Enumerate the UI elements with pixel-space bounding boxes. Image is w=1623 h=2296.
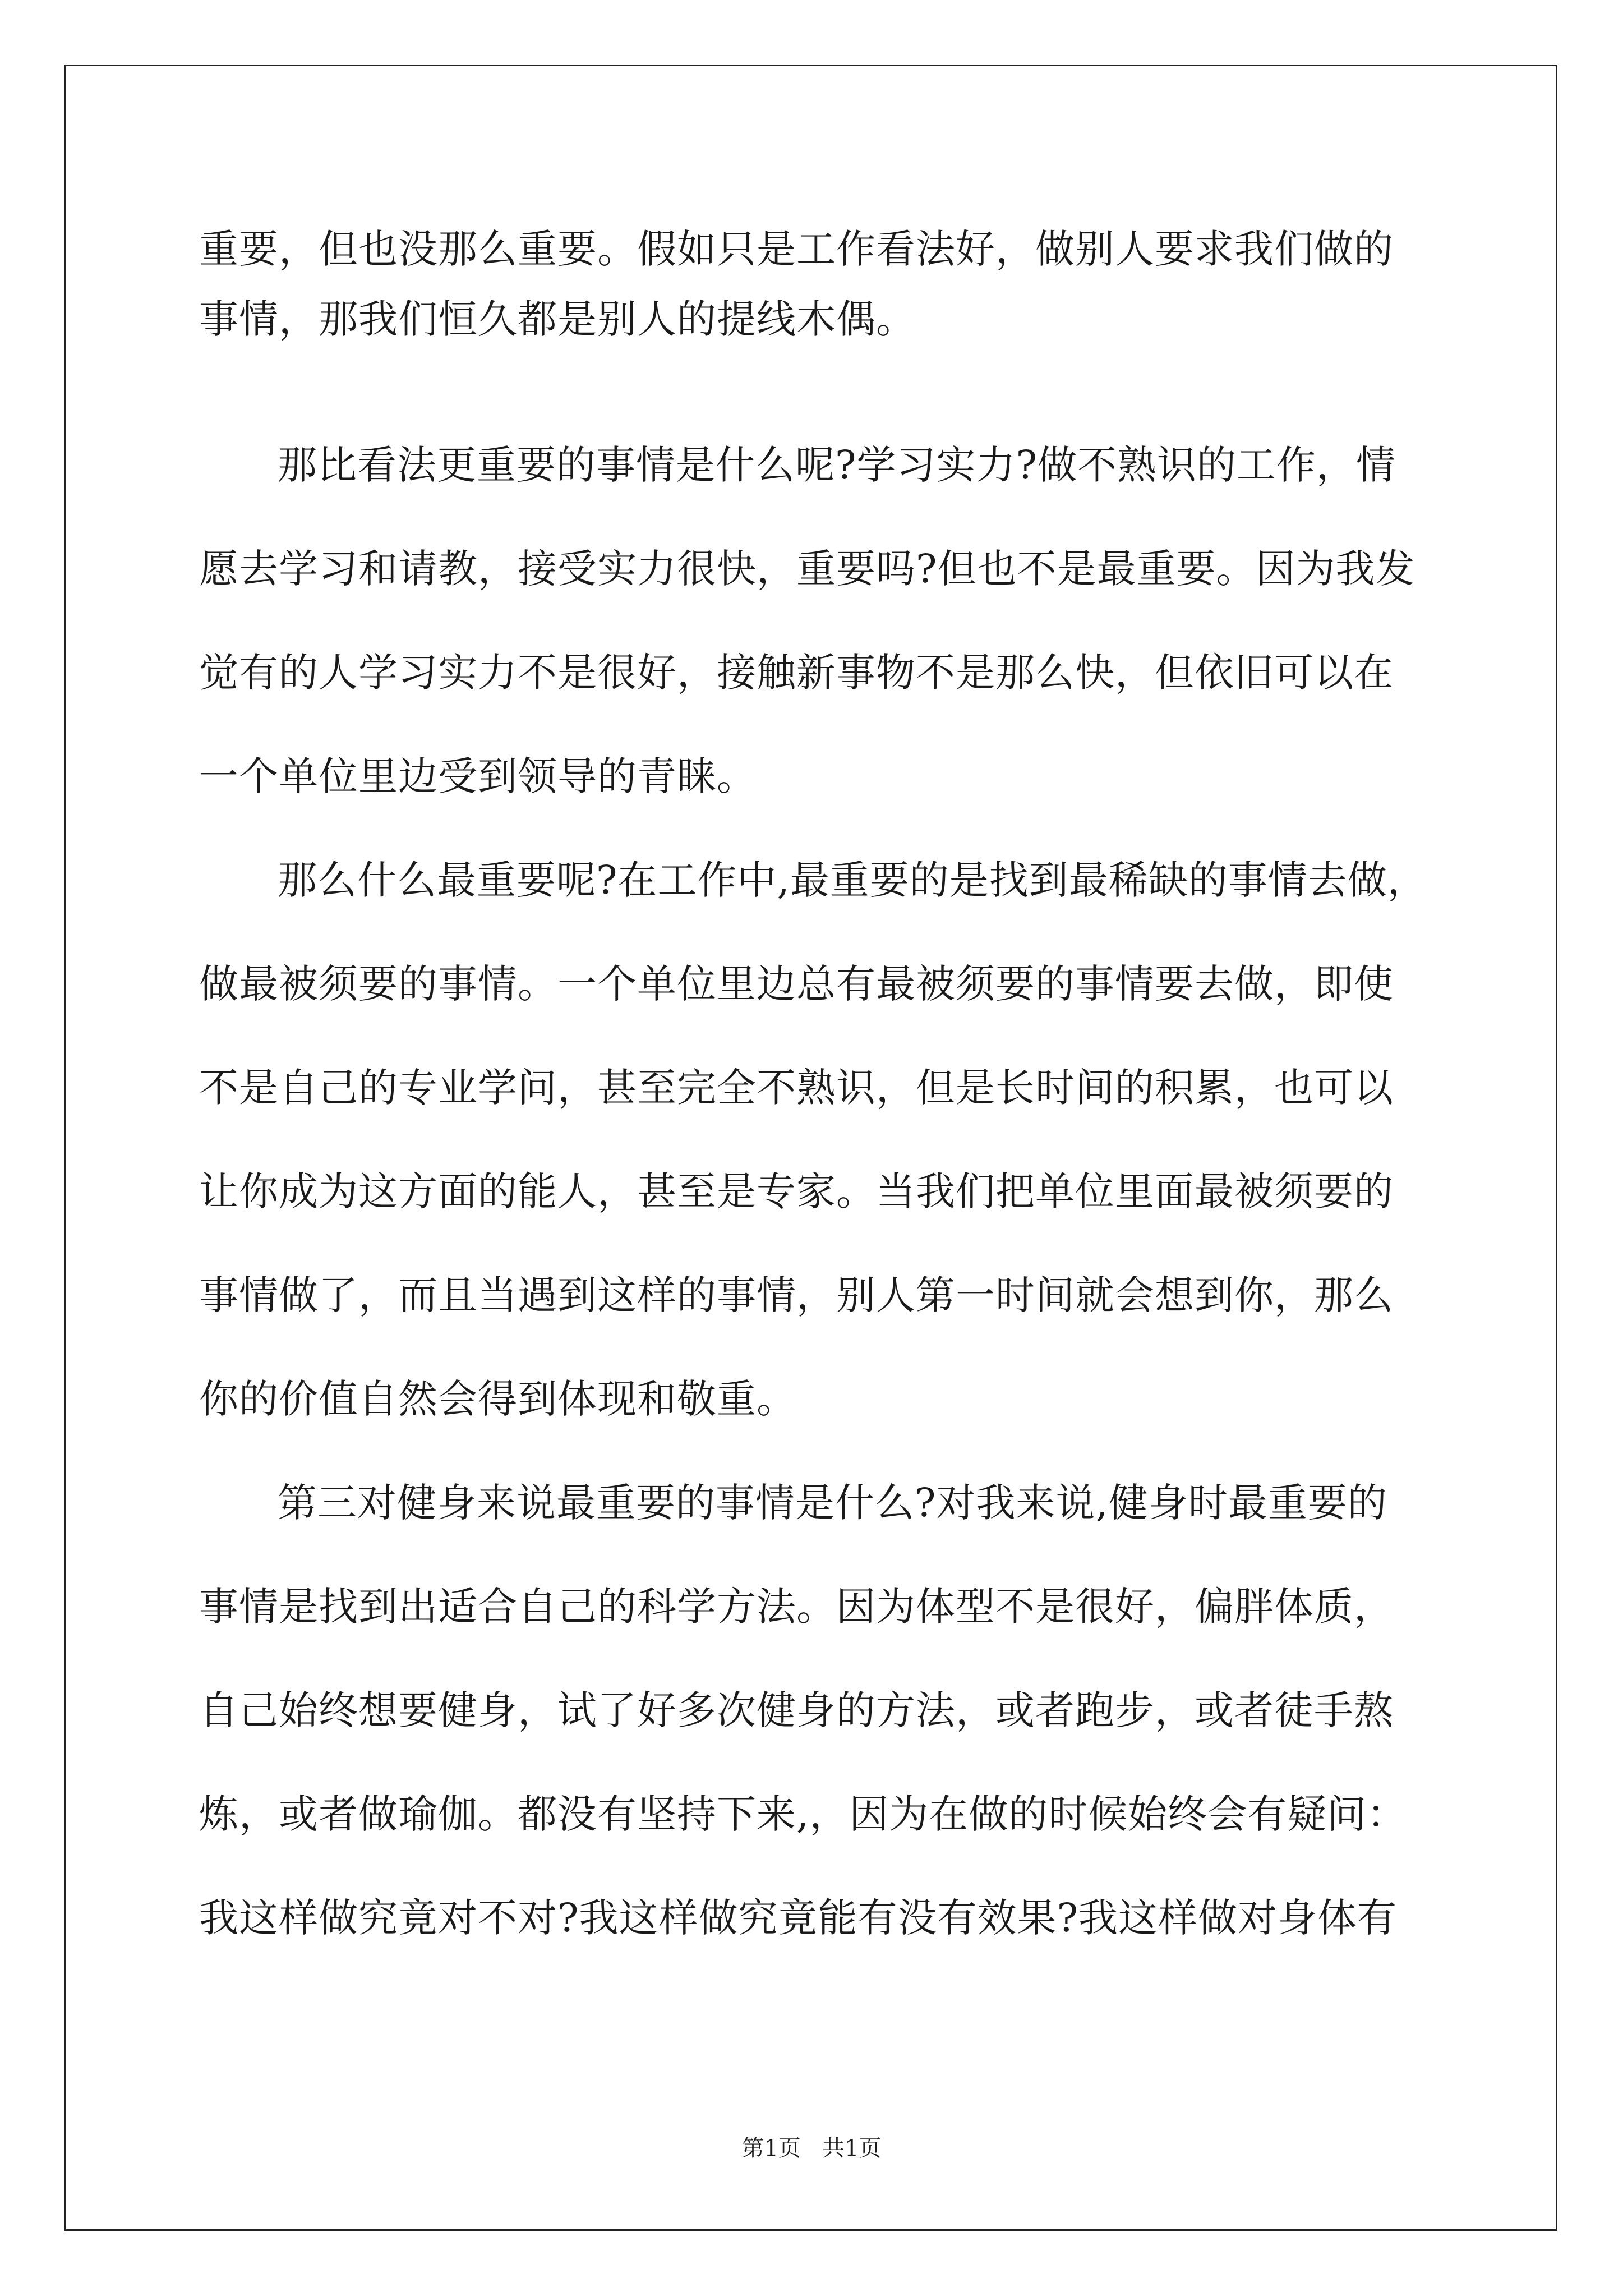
page-number-footer: 第1页 共1页	[741, 2136, 882, 2161]
text-line: 事情做了，而且当遇到这样的事情，别人第一时间就会想到你，那么	[199, 1272, 1394, 1318]
text-line: 炼，或者做瑜伽。都没有坚持下来,，因为在做的时候始终会有疑问：	[199, 1791, 1407, 1837]
text-line: 做最被须要的事情。一个单位里边总有最被须要的事情要去做，即使	[199, 961, 1394, 1007]
text-line: 事情，那我们恒久都是别人的提线木偶。	[199, 296, 916, 342]
paragraph-first-line: 那比看法更重要的事情是什么呢?学习实力?做不熟识的工作，情	[278, 442, 1396, 488]
text-line: 觉有的人学习实力不是很好，接触新事物不是那么快，但依旧可以在	[199, 650, 1394, 696]
text-line: 一个单位里边受到领导的青睐。	[199, 753, 757, 799]
text-line: 你的价值自然会得到体现和敬重。	[199, 1376, 796, 1422]
paragraph-first-line: 那么什么最重要呢?在工作中,最重要的是找到最稀缺的事情去做，	[278, 857, 1427, 903]
text-line: 自己始终想要健身，试了好多次健身的方法，或者跑步，或者徒手熬	[199, 1687, 1394, 1733]
text-line: 愿去学习和请教，接受实力很快，重要吗?但也不是最重要。因为我发	[199, 546, 1415, 592]
text-line: 我这样做究竟对不对?我这样做究竟能有没有效果?我这样做对身体有	[199, 1895, 1398, 1941]
text-line: 事情是找到出适合自己的科学方法。因为体型不是很好，偏胖体质，	[199, 1584, 1394, 1630]
text-line: 重要，但也没那么重要。假如只是工作看法好，做别人要求我们做的	[199, 226, 1394, 272]
text-line: 不是自己的专业学问，甚至完全不熟识，但是长时间的积累，也可以	[199, 1065, 1394, 1111]
paragraph-first-line: 第三对健身来说最重要的事情是什么?对我来说,健身时最重要的	[278, 1480, 1387, 1526]
text-line: 让你成为这方面的能人，甚至是专家。当我们把单位里面最被须要的	[199, 1168, 1394, 1214]
